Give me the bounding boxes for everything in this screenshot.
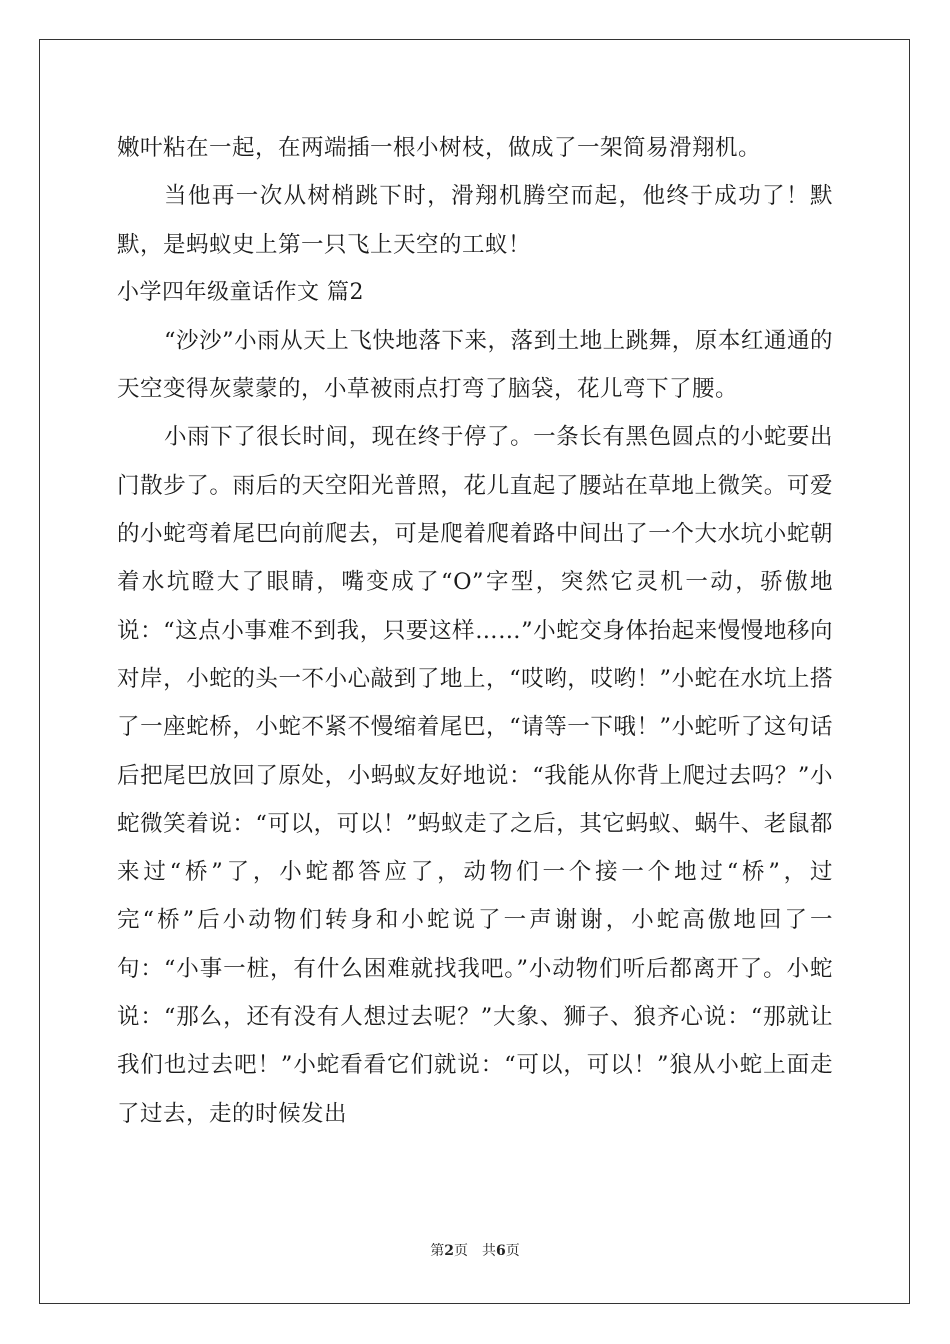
page-current: 2	[444, 1243, 454, 1259]
page-footer	[0, 1241, 950, 1261]
page-total: 6	[496, 1243, 506, 1259]
paragraph-rain: “沙沙”小雨从天上飞快地落下来，落到土地上跳舞，原本红通通的天空变得灰蒙蒙的，小草被雨点打弯了脑袋，花儿弯下了腰。	[117, 327, 833, 403]
paragraph-glider-success: 当他再一次从树梢跳下时，滑翔机腾空而起，他终于成功了！默默，是蚂蚁史上第一只飞上天空的工蚁！	[117, 183, 833, 258]
section-heading: 小学四年级童话作文 篇2	[117, 279, 364, 305]
paragraph-continuation: 嫩叶粘在一起，在两端插一根小树枝，做成了一架简易滑翔机。	[117, 135, 762, 161]
document-body	[117, 124, 833, 1138]
page-prefix: 第	[430, 1243, 445, 1259]
paragraph-snake-bridge: 小雨下了很长时间，现在终于停了。一条长有黑色圆点的小蛇要出门散步了。雨后的天空阳光普照，花儿直起了腰站在草地上微笑。可爱的小蛇弯着尾巴向前爬去，可是爬着爬着路中间出了一个大水坑小蛇朝着水坑瞪大了眼睛，嘴变成了“O”字型，突然它灵机一动，骄傲地说：“这点小事难不到我，只要这样……”小蛇交身体抬起来慢慢地移向对岸，小蛇的头一不小心敲到了地上，“哎哟，哎哟！”小蛇在水坑上搭了一座蛇桥，小蛇不紧不慢缩着尾巴，“请等一下哦！”小蛇听了这句话后把尾巴放回了原处，小蚂蚁友好地说：“我能从你背上爬过去吗？”小蛇微笑着说：“可以，可以！”蚂蚁走了之后，其它蚂蚁、蜗牛、老鼠都来过“桥”了，小蛇都答应了，动物们一个接一个地过“桥”，过完“桥”后小动物们转身和小蛇说了一声谢谢，小蛇高傲地回了一句：“小事一桩，有什么困难就找我吧。”小动物们听后都离开了。小蛇说：“那么，还有没有人想过去呢？”大象、狮子、狼齐心说：“那就让我们也过去吧！”小蛇看看它们就说：“可以，可以！”狼从小蛇上面走了过去，走的时候发出	[117, 424, 833, 1127]
total-suffix: 页	[505, 1243, 520, 1259]
total-prefix: 共	[482, 1243, 496, 1259]
page-suffix: 页	[454, 1243, 468, 1259]
